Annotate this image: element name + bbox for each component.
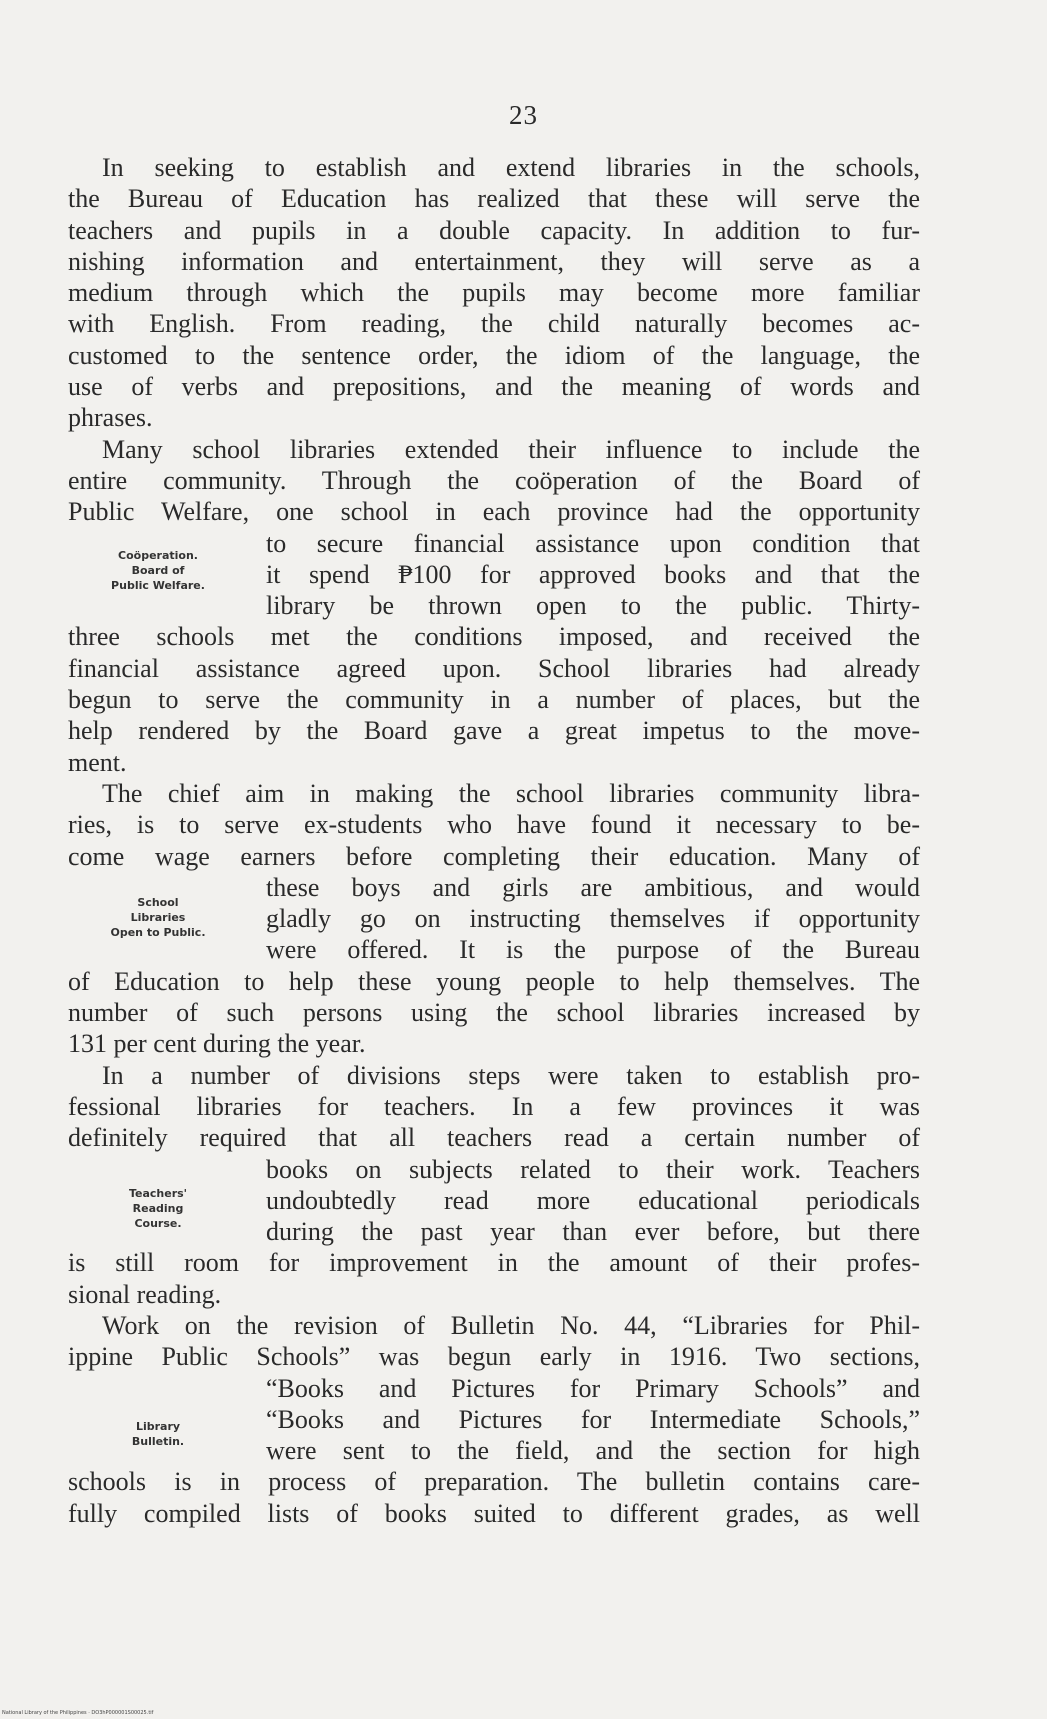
text-line: ippine Public Schools” was begun early in 1916. Two sections,: [68, 1342, 920, 1372]
text-line: during the past year than ever before, but there: [266, 1217, 920, 1247]
side-note-line: Public Welfare.: [111, 579, 205, 592]
text-line: help rendered by the Board gave a great impetus to the move-: [68, 716, 920, 746]
text-line: ment.: [68, 747, 127, 777]
side-note-line: Open to Public.: [110, 926, 206, 939]
side-note-line: Reading: [132, 1202, 184, 1215]
side-note-line: Course.: [134, 1217, 182, 1230]
side-note-line: Coöperation.: [118, 549, 198, 562]
text-line: with English. From reading, the child naturally becomes ac-: [68, 309, 920, 339]
text-line: the Bureau of Education has realized that these will serve the: [68, 184, 920, 214]
text-line: to secure financial assistance upon condition that: [266, 528, 920, 558]
text-line: “Books and Pictures for Primary Schools” and: [266, 1373, 920, 1403]
text-line: is still room for improvement in the amount of their profes-: [68, 1248, 920, 1278]
side-note-line: Libraries: [130, 911, 186, 924]
text-line: ries, is to serve ex-students who have found it necessary to be-: [68, 810, 920, 840]
text-line: sional reading.: [68, 1279, 222, 1309]
text-line: teachers and pupils in a double capacity. In addition to fur-: [68, 215, 920, 245]
text-line: definitely required that all teachers read a certain number of: [68, 1123, 920, 1153]
text-line: 131 per cent during the year.: [68, 1029, 366, 1059]
side-note-library-bulletin: [68, 1419, 248, 1449]
text-line: fessional libraries for teachers. In a few provinces it was: [68, 1091, 920, 1121]
text-line: In seeking to establish and extend libraries in the schools,: [102, 153, 920, 182]
text-line: schools is in process of preparation. The bulletin contains care-: [68, 1467, 920, 1497]
side-note-teachers-reading: [68, 1186, 248, 1231]
text-line: In a number of divisions steps were taken to establish pro-: [102, 1060, 920, 1090]
side-note-line: Library: [135, 1420, 181, 1433]
side-note-line: Board of: [131, 564, 185, 577]
text-line: gladly go on instructing themselves if opportunity: [266, 904, 920, 934]
text-line: “Books and Pictures for Intermediate Schools,”: [266, 1404, 920, 1434]
text-line: begun to serve the community in a number of places, but the: [68, 685, 920, 715]
side-note-line: School: [137, 896, 179, 909]
text-line: number of such persons using the school libraries increased by: [68, 998, 920, 1028]
text-line: books on subjects related to their work. Teachers: [266, 1154, 920, 1184]
page-number: 23: [509, 100, 538, 130]
text-line: it spend ₱100 for approved books and that the: [266, 559, 920, 589]
text-line: Work on the revision of Bulletin No. 44, “Libraries for Phil-: [102, 1310, 920, 1340]
text-line: financial assistance agreed upon. School libraries had already: [68, 653, 920, 683]
text-line: phrases.: [68, 403, 153, 433]
side-note-school-libraries: [68, 895, 248, 940]
text-line: were sent to the field, and the section for high: [266, 1436, 920, 1466]
text-line: of Education to help these young people to help themselves. The: [68, 966, 920, 996]
text-line: three schools met the conditions imposed, and received the: [68, 622, 920, 652]
side-note-cooperation: [68, 548, 248, 593]
text-line: The chief aim in making the school libraries community libra-: [102, 778, 920, 808]
text-line: come wage earners before completing their education. Many of: [68, 841, 920, 871]
text-line: Many school libraries extended their influence to include the: [102, 434, 920, 464]
text-line: customed to the sentence order, the idiom of the language, the: [68, 340, 920, 370]
text-line: Public Welfare, one school in each province had the opportunity: [68, 497, 920, 527]
text-line: entire community. Through the coöperation of the Board of: [68, 465, 920, 495]
text-line: were offered. It is the purpose of the Bureau: [266, 935, 920, 965]
body-text: [68, 152, 920, 1529]
text-line: use of verbs and prepositions, and the meaning of words and: [68, 372, 920, 402]
text-line: fully compiled lists of books suited to different grades, as well: [68, 1498, 920, 1528]
side-note-line: Teachers': [128, 1187, 188, 1200]
text-line: library be thrown open to the public. Thirty-: [266, 591, 920, 621]
text-line: undoubtedly read more educational periodicals: [266, 1185, 920, 1215]
text-line: these boys and girls are ambitious, and would: [266, 872, 920, 902]
scan-footer: National Library of the Philippines · DO3hP000001S00025.tif: [2, 1710, 154, 1716]
text-line: nishing information and entertainment, they will serve as a: [68, 246, 920, 276]
text-line: medium through which the pupils may become more familiar: [68, 278, 920, 308]
side-note-line: Bulletin.: [131, 1435, 185, 1448]
